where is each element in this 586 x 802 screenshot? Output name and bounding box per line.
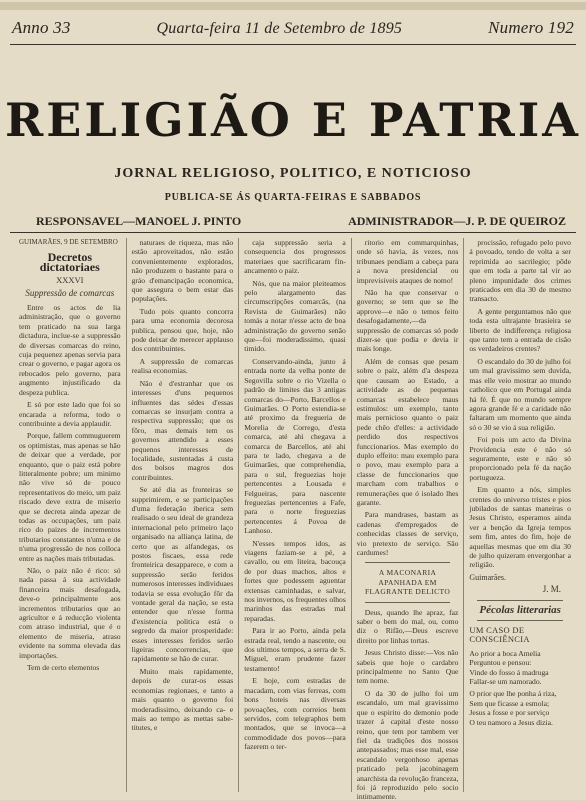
poem-line: Sem que ficasse a esmola; [469,698,550,708]
paragraph: A suppressão de comarcas realisa economias. [131,356,234,376]
paragraph: Tudo pois quanto concorra para uma economia decorosa publica, pensou que, hoje, não pode deixar de merecer applauso dos contribuintes. [131,306,234,354]
paragraph: O da 30 de julho foi um escandalo, um mal gravissimo que o espirito do demonio pode trazer á capital d'este nosso reino, que tem por tambem ver fiel da tradições dos nossos antepassados; mas esse mal, esse escandalo vergonhoso apenas praticado pela jacobinagem anarchista da revolução franceza, foi já reproduzido pelo socio intimamente. [356,688,459,802]
paragraph: naturaes de riqueza, mas não estão aproveitados, não estão convenientemente explorados, não produzem o bastante para o gráo d'emancipação economica, que assegura o bem estar das populações. [131,238,234,304]
column-3 [239,238,352,792]
administrador-credit: ADMINISTRADOR—J. P. DE QUEIROZ [348,214,566,228]
poem-line: Jesus a fosse e por serviço [469,708,550,718]
paragraph: Não, o paiz não é rico: só nada passa á sua actividade financeira mais desafogada, deve-o principalmente aos incrementos tributarios que ao agricultor e á reducção violenta com atraso industrial, que é o elemento de miseria, atraso evidente na somma elevada das importações. [19,566,121,660]
column-4 [352,238,465,802]
paragraph: Conservando-ainda, junto á entrada norte da velha ponte de Segovilla sobre o rio Vizella o padrão de limites das 3 antigas comarcas do—Porto, Barcellos e Guimarães. O Porto estendia-se até proximo da fregueria de Morelia de Corrego, d'esta comarca, até ahi chegava a comarca de Barcellos, até ahi para te lado, chegava a de Guimarães, que comprehendia, para o sul, freguezias hoje pertencentes a Lousada e Felgueiras, para nascente freguezias pertencentes a Fafe, para o norte freguezias pertencentes á Povoa de Lanhoso. [244,356,346,536]
paragraph: procissão, refugado pelo povo á povoado, tendo de volta a ser reprimida ao sacrilegio; pôde que em toda a parte tal vir ao pleno impunidade dos crimes praticados em dia 30 de mesmo transacto. [469,238,571,304]
paragraph: Entre os actos de lia administração, que o governo tem praticado na sua larga dictadura, inclue-se a suppressão de diversas comarcas do reino, cuja pequenez apenas servia para crear o governo, e pagar agora os rebocados pelo governo, para augmento injustificado da despeza publica. [19,303,121,397]
newspaper-subtitle: JORNAL RELIGIOSO, POLITICO, E NOTICIOSO [114,166,472,181]
paragraph: Deus, quando lhe apraz, faz saber o bem do mal, ou, como diz o Rifão,—Deus escreve direito por linhas tortas. [356,607,459,645]
article-heading: Decretos dictatoriaes [39,250,100,274]
paragraph: Se até dia as fronteiras se supprimirem, e se participações d'uma federação iberica sem realisado o seu ideal de grandeza internacional pelo primeiro laço organisado na alliança latina, de certo que as alfandegas, os postos fiscaes, essa rede fronteirica desapparece, e com a suppressão serão feridos numerosos interesses individuaes todavia se essa evolução fôr da vontade geral da nação, se esta entender que n'esse forma d'existencia politica está o segredo da maior prosperidade: esses interesses feridos serão ligeiras concorrencias, que rapidamente se hão de curar. [131,485,234,664]
section-divider [477,600,563,601]
paragraph: caja suppressão seria a consequencia dos progressos materiaes que sacrificaram fin-ancamento o paiz. [244,238,346,276]
issue-year: Anno 33 [12,18,71,37]
poem-line: Ao prior a boca Amelia [469,648,541,658]
poem-line: Perguntou e pensou: [469,658,532,668]
column-1 [14,238,127,792]
article-section-number: XXXVI [56,275,84,286]
article-columns [14,238,576,802]
article-heading-maconaria: A MACONARIA APANHADA EM FLAGRANTE DELICTO [364,568,451,597]
header-rule [10,44,576,45]
article-subheading: Suppressão de comarcas [25,287,115,298]
paragraph: Em quanto a nós, simples crentes do universo tristes e pios jubilados de santas maneiras o Jesus Christo, esperamos ainda ver a benção da Igreja tempos sem fim, antes do fim, hoje de aquellas mesmas que em dia 30 de julho quizeram envergonhar a religião. [469,485,571,570]
paragraph: Jesus Christo disse:—Vos não sabeis que hoje o cardabro principalmente no Santo Que tem nome. [356,648,459,686]
publication-schedule: PUBLICA-SE ÁS QUARTA-FEIRAS E SABBADOS [164,192,422,203]
paragraph: Tem de certo elementos [27,663,100,673]
paragraph: Porque, fallem commuguerem os optimistas, mas apenas se hão de deixar que a verdade, por enquanto, que o paiz está pobre litteralmente pobre; um minimo não vive só de pouco representativos do meio, um paiz riscado deve extra de miserio que se decreta ainda apezar de todas as occupações, um paiz rico do paizes de incrementos tributarios constantes n'uma e de n'uma progressão de nos colloca entre as nações mais tributadas. [19,431,121,563]
paragraph: O escandalo do 30 de julho foi um mal gravissimo sem duvida, mas elle veio mostrar ao mundo catholico que em Portugal ainda há fé. É que no mundo sempre agora grande fé e a caridade não faltaram um momento que ainda só o 30 se vio á sua religião. [469,356,571,432]
paragraph: N'esses tempos idos, as viagens faziam-se a pé, a cavallo, ou em liteira, bacouça de por duas machos, altos e fortes que podessem aguentar extensas caminhadas, e salvar, nos invernos, os frequentes olhos marinhos das estradas mal reparadas. [244,538,346,623]
issue-header [12,18,574,40]
paragraph: Foi pois um acto da Divina Providencia este é não só seguramente, este e não só proporcionado pela fé da nação portugueza. [469,435,571,482]
poem-line: O prior que lhe ponha á riza, [469,689,557,699]
paragraph: E hoje, com estradas de macadam, com vias ferreas, com bons hoteis nas diversas povoações, com correios bem servidos, com telegraphos bem montados, que se invoca—a commodidade dos povos—para fazerem o ter- [244,676,346,752]
paragraph: Para mandrases, bastam as cadenas d'empregados de conhecidas classes de serviço, vio pretexto de serviço. São cardumes! [356,510,459,557]
staff-line [36,214,566,230]
section-divider [365,562,451,563]
newspaper-title: RELIGIÃO E PATRIA [5,93,581,147]
column-5 [464,238,576,792]
paragraph: Além de consas que pesam sobre o paiz, além d'a despeza que causam ao Estado, a actividade as de pequenas comarcas estabelece maus estimulos: um exemplo, tanto mais pernicioso quanto o paiz pede chêo d'elles: a actividade perdido dos respectivos funccionarios. Mas exemplo do duplo effeito: mau exemplo para o povo, mau exemplo para a classe de funccionarios que marcham com trabalhos e remunerações que ó isolado lhes garante. [356,356,459,507]
column-2 [127,238,240,792]
issue-date: Quarta-feira 11 de Setembro de 1895 [156,20,403,37]
paragraph: Nós, que na maior pleiteamos pelo alargamento das circumscripções comarcãs, (na Revista de Guimarães) não tomás a notar n'esse acto de boa administração do governo senão que—foi moderadissimo, quasi timido. [244,278,346,354]
poem-line: Fallar-se um namorado. [469,677,542,687]
signature-initials: J. M. [542,584,561,595]
paragraph: E só por este lado que foi so encarada a reforma, todo o contribuinte a devia applaudir. [19,400,121,428]
signature-place: Guimarães. [469,572,507,582]
poem-title: UM CASO DE CONSCIÊNCIA [469,625,530,645]
poem-line: Vinde do fosso á madruga [469,667,549,677]
dateline: GUIMARÃES, 9 DE SETEMBRO [19,238,118,246]
poem-line: O teu namoro a Jesus dizia. [469,717,553,727]
paragraph: Para ir ao Porto, ainda pela estrada real, tendo a nascente, ou dos ultimos tempos, a serra de S. Miguel, eram prudente fazer testamento! [244,626,346,673]
section-divider [365,602,451,603]
responsavel-credit: RESPONSAVEL—MANOEL J. PINTO [36,214,242,228]
issue-number: Numero 192 [488,18,574,37]
section-heading-literary: Pécolas litterarias [479,603,561,616]
paragraph: A gente perguntamos não que toda esta ultrajante brasieira se liberto de indifferença religiosa que tanto tem a entrada de cisão os verdadeiros crentes? [469,306,571,354]
paragraph: ritorio em commarquinhas, onde só havia, ás vezes, nos tribunaes pendiam a cabeça para a nova presidencial ou imprevisiveis ataques de nomo! [356,238,459,285]
page-top-edge [0,2,586,10]
paragraph: Muito mais rapidamente, depois de curar-os essas economias regionaes, e tanto a mais quanto o governo foi moderadissimo, deixando ca- e mais ao tempo as mettas sabe-titutes, e [131,666,234,733]
paragraph: Não é d'estranhar que os interesses d'uns pequenos influentes das sédes d'essas comarcas se insurjam contra a respectiva suppressão; que os fôro, mas demais tem os governos attendido a esses pequenos interesses de localidade, sustentadas á custa dos bolsos magros dos contribuintes. [131,378,234,482]
masthead-bottom-rule [10,232,576,233]
paragraph: Não ha que conservar o governo; se tem que se lhe approve—e não o temos feito desafogadamente,—da suppressão de comarcas só pode dizer-se que podia e devia ir mais longe. [356,288,459,354]
section-divider [477,620,563,621]
